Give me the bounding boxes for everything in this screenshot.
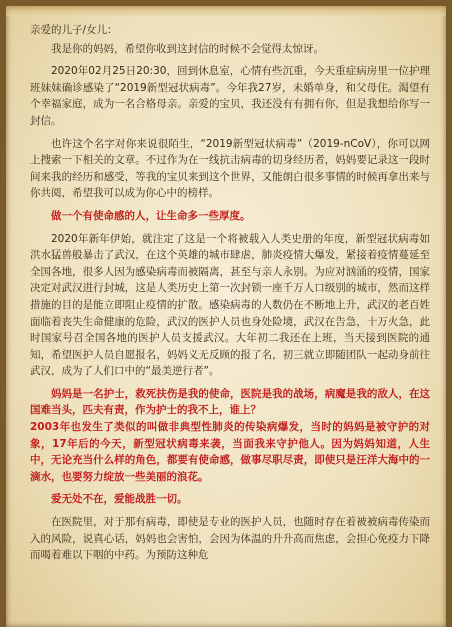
paragraph-hospital: 在医院里，对于那有病毒，即使是专业的医护人员，也随时存在着被被病毒传染而入的风险，说真心话，妈妈也会害怕，会因为体温的升升高而焦虑，会担心免疫力下降而喝着难以下咽的中药。为预防这种危 bbox=[30, 516, 430, 562]
paragraph-date: 2020年02月25日20:30，回到休息室，心情有些沉重，今天重症病房里一位护理班妹妹确诊感染了“2019新型冠状病毒”。今年我27岁，未婚单身，和父母住。渴望有个幸福家庭，成为一名合格母亲。亲爱的宝贝，我还没有有拥有你，但是我想给你写一封信。 bbox=[30, 65, 430, 127]
paper-top-border bbox=[6, 6, 446, 16]
heading-mission: 做一个有使命感的人，让生命多一些厚度。 bbox=[51, 209, 251, 222]
paragraph-wuhan: 2020年新年伊始，就注定了这是一个将被载入人类史册的年度，新型冠状病毒如洪水猛兽般暴击了武汉，在这个英雄的城市肆虐，肺炎疫情大爆发，紧接着疫情蔓延至全国各地，很多人因为感染病毒而被隔离，甚至与亲人永别。为应对汹涌的疫情，国家决定对武汉进行封城，这是人类历史上第一次封锁一座千万人口级别的城市，然而这样措施的目的是能立即阻止疫情的扩散。感染病毒的人数仍在不断地上升，武汉的老百姓面临着丧失生命健康的危险，武汉的医护人员也身处险境，武汉在告急，十万火急，此时国家号召全国各地的医护人员支援武汉。大年初二我还在上班，当天接到医院的通知，希望医护人员自愿报名，妈妈义无反顾的报了名，初三就立即随团队一起动身前往武汉，成为了人们口中的“最美逆行者”。 bbox=[30, 232, 430, 378]
paragraph-nurse-duty bbox=[30, 386, 430, 486]
letter-salutation: 亲爱的儿子/女儿： bbox=[30, 24, 118, 36]
nurse-duty-text: 妈妈是一名护士，救死扶伤是我的使命，医院是我的战场，病魔是我的敌人，在这国难当头，匹夫有责，作为护士的我不上，谁上？ bbox=[30, 387, 430, 417]
letter-paper bbox=[6, 6, 446, 627]
paragraph-virus: 也许这个名字对你来说很陌生，“2019新型冠状病毒”（2019-nCoV），你可以网上搜索一下相关的文章。不过作为在一线抗击病毒的切身经历者，妈妈要记录这一段时间来我的经历和感受，等我的宝贝来到这个世界，又能朗白很多事情的时候再拿出来与你共阅，希望我可以成为你心中的榜样。 bbox=[30, 137, 430, 200]
letter-body bbox=[30, 22, 430, 570]
sars-text: 2003年也发生了类似的叫做非典型性肺炎的传染病爆发，当时的妈妈是被守护的对象，17年后的今天，新型冠状病毒来袭，当面我来守护他人。因为妈妈知道，人生中，无论充当什么样的角色，都要有使命感，做事尽职尽责，即使只是汪洋大海中的一滴水，也要努力绽放一些美丽的浪花。 bbox=[30, 421, 430, 483]
paragraph-intro: 我是你的妈妈，希望你收到这封信的时候不会觉得太惊讶。 bbox=[51, 42, 324, 55]
heading-love: 爱无处不在，爱能战胜一切。 bbox=[51, 493, 188, 506]
